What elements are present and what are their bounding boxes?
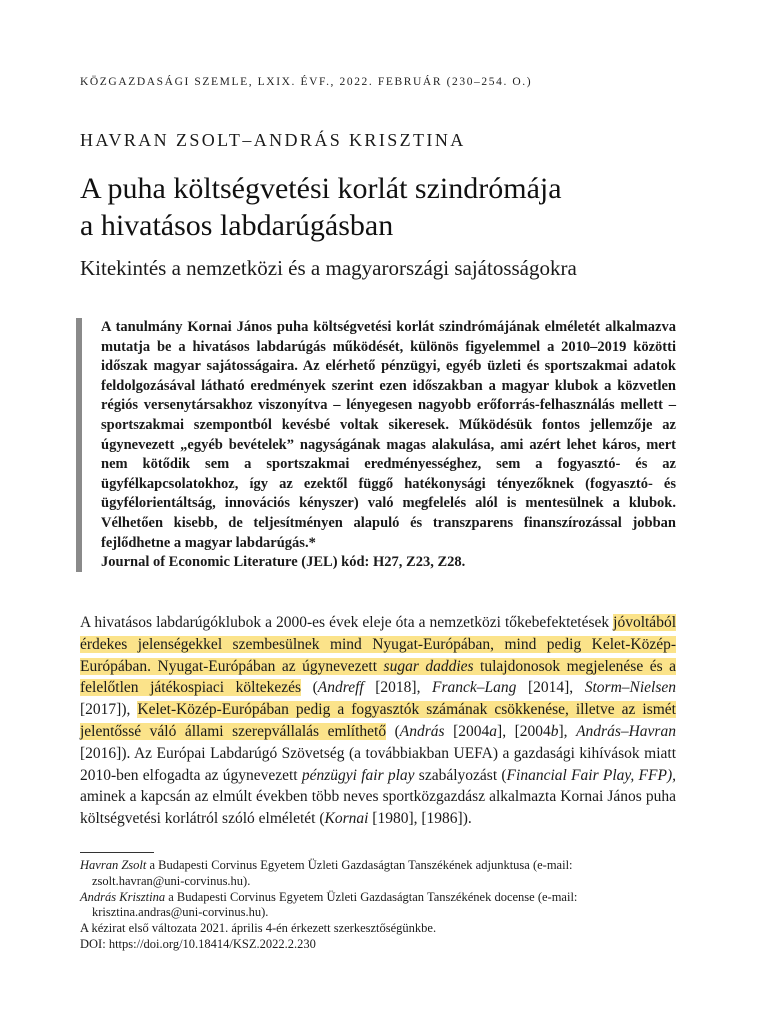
italic-term: sugar daddies: [383, 657, 474, 675]
journal-header: KÖZGAZDASÁGI SZEMLE, LXIX. ÉVF., 2022. FEBRUÁR (230–254. O.): [80, 76, 533, 88]
footnotes: [80, 858, 676, 953]
text-run: A hivatásos labdarúgóklubok a 2000-es évek eleje óta a nemzetközi tőkebefektetések: [80, 614, 614, 631]
text-run: [2018],: [363, 679, 433, 697]
footnote-separator: [80, 852, 154, 853]
abstract-paragraph: A tanulmány Kornai János puha költségvetési korlát szindrómájának elméletét alkalmazva mutatja be a hivatásos labdarúgás működését, különös figyelemmel a 2010–2019 közötti időszak magyar sajátosságaira. Az elérhető pénzügyi, egyéb üzleti és sportszakmai adatok feldolgozásával látható eredmények szerint ezen időszakban a magyar klubok a közvetlen régiós versenytársakhoz viszonyítva – lényegesen nagyobb erőforrás-felhasználás mellett – sportszakmai szempontból kevésbé voltak sikeresek. Működésük fontos jellemzője az úgynevezett „egyéb bevételek” nagyságának magas alakulása, ami azért lehet káros, mert nem kötődik sem a sportszakmai eredményességhez, sem a fogyasztó- és az ügyfélkapcsolatokhoz, így az ezektől függő hatékonysági tényezőknek (fogyasztó- és ügyfélorientáltság, innovációs kényszer) való megfelelés alól is mentesülnek a klubok. Vélhetően kisebb, de teljesítményen alapuló és transzparens finanszírozással jobban fejlődhetne a magyar labdarúgás.*: [101, 319, 676, 551]
citation: András–Havran: [576, 722, 676, 740]
footnote-author-2: [80, 890, 676, 922]
text-run: ],: [558, 722, 577, 740]
highlight-2: Kelet-Közép-Európában pedig a fogyasztók számának csökkenése, illetve az ismét jelentőssé váló állami szerepvállalás említhető: [80, 701, 676, 740]
footnote-text: a Budapesti Corvinus Egyetem Üzleti Gazdaságtan Tanszékének docense (e-mail:: [165, 889, 578, 904]
text-run: [2017]),: [80, 701, 138, 719]
italic-term: Financial Fair Play, FFP),: [506, 766, 676, 784]
text-run: szabályozást (: [414, 766, 507, 784]
article-authors: HAVRAN ZSOLT–ANDRÁS KRISZTINA: [80, 130, 466, 150]
intro-paragraph: [80, 612, 676, 830]
text-run: [2014],: [516, 679, 585, 697]
text-run: jóvoltából érdekes jelenségekkel szembesülnek mind Nyugat-Európában, mind pedig Kelet-Közép-Európában. Nyugat-Európában az úgynevezett: [80, 614, 676, 675]
text-run: aminek a kapcsán az elmúlt években több neves sportközgazdász alkalmazta Kornai János puha költségvetési korlátról szóló elméletét (: [80, 788, 676, 828]
doi-link[interactable]: DOI: https://doi.org/10.18414/KSZ.2022.2.230: [80, 936, 316, 951]
text-run: (: [386, 722, 400, 740]
author-name: András Krisztina: [80, 889, 166, 904]
body-paragraph: [80, 612, 676, 830]
citation: Kornai: [324, 810, 369, 828]
article-title: [80, 170, 700, 244]
author-name: Havran Zsolt: [80, 858, 147, 872]
text-run: [2004: [444, 722, 490, 740]
text-run: [2016]). Az Európai Labdarúgó Szövetség (a továbbiakban UEFA) a gazdasági kihívások miatt 2010-ben elfogadta az úgynevezett: [80, 744, 676, 784]
received-note: A kézirat első változata 2021. április 4-én érkezett szerkesztőségünkbe.: [80, 921, 437, 936]
title-line-2: a hivatásos labdarúgásban: [80, 209, 394, 242]
article-subtitle: Kitekintés a nemzetközi és a magyarországi sajátosságokra: [80, 256, 577, 280]
citation-suffix: a: [489, 722, 498, 740]
text-run: ], [2004: [497, 722, 551, 740]
footnote-author-1: [80, 858, 676, 890]
citation-suffix: b: [550, 722, 559, 740]
text-run: (: [301, 679, 318, 697]
citation: Andreff: [317, 679, 364, 697]
footnote-text: a Budapesti Corvinus Egyetem Üzleti Gazdaságtan Tanszékének adjunktusa (e-mail:: [146, 858, 573, 872]
jel-codes: Journal of Economic Literature (JEL) kód: H27, Z23, Z28.: [101, 554, 466, 571]
abstract-block: [76, 318, 676, 574]
citation: Franck–Lang: [432, 679, 517, 697]
text-run: [1980], [1986]).: [368, 810, 472, 828]
citation: András: [399, 722, 445, 740]
abstract-text-block: [101, 318, 676, 573]
title-line-1: A puha költségvetési korlát szindrómája: [80, 172, 562, 205]
abstract-side-bar: [76, 318, 82, 572]
author-email: zsolt.havran@uni-corvinus.hu).: [92, 873, 251, 888]
text-run: tulajdonosok megjelenése és a felelőtlen játékospiaci költekezés: [80, 657, 676, 697]
author-email: krisztina.andras@uni-corvinus.hu).: [92, 905, 269, 920]
italic-term: pénzügyi fair play: [301, 766, 415, 784]
citation: Storm–Nielsen: [584, 679, 677, 697]
